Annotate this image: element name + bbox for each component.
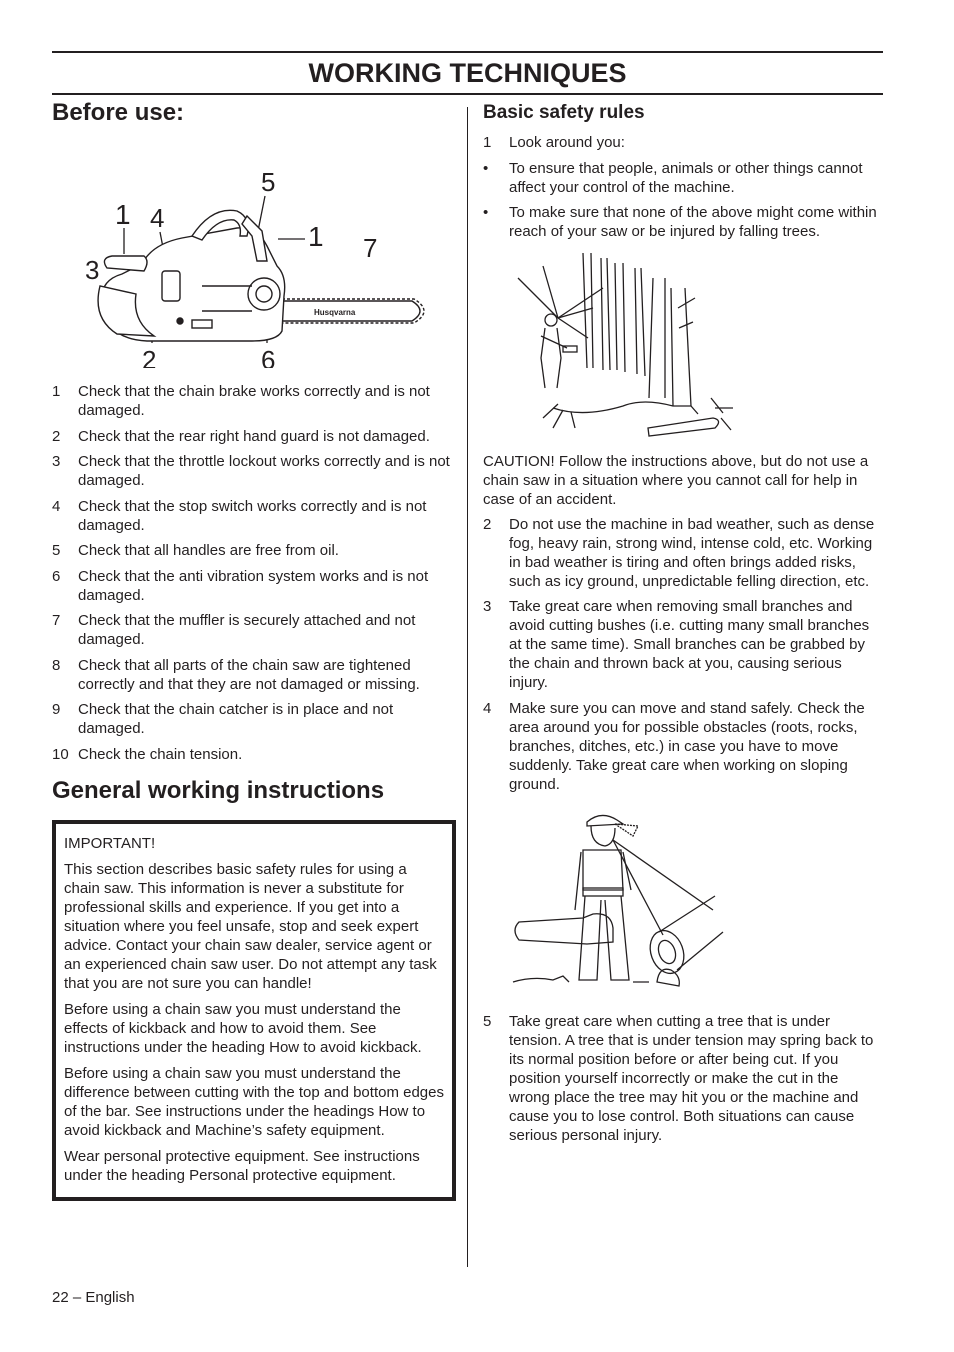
list-item: 5 Take great care when cutting a tree that is under tension. A tree that is under tension may spring back to its normal position before or after being cut. If you position yourself incorrectly or make the cut in the wrong place the tree may hit you or the machine and cause you to lose control. Both situations can cause serious personal injury. xyxy=(483,1013,874,1144)
important-paragraph: This section describes basic safety rules for using a chain saw. This information is never a substitute for professional skills and experience. If you get into a situation where you feel unsafe, stop and seek expert advice. Contact your chain saw dealer, service agent or an experienced chain saw user. Do not attempt any task that you are not sure you can handle! xyxy=(64,860,437,992)
important-label: IMPORTANT! xyxy=(64,834,156,852)
column-divider xyxy=(467,107,468,1267)
bullet-item: • To make sure that none of the above might come within reach of your saw or be injured by falling trees. xyxy=(483,204,877,240)
list-item: 2 Do not use the machine in bad weather, such as dense fog, heavy rain, strong wind, intense cold, etc. Working in bad weather is tiring and often brings added risks, such as icy ground, unpredictable felling direction, etc. xyxy=(483,515,875,590)
important-paragraph: Before using a chain saw you must understand the difference between cutting with the top and bottom edges of the bar. See instructions under the headings How to avoid kickback and Machine’s safety equipment. xyxy=(64,1064,444,1139)
important-paragraph: Wear personal protective equipment. See instructions under the heading Personal protective equipment. xyxy=(64,1147,420,1184)
list-item: 1 Look around you: xyxy=(483,134,625,151)
worker-illustration xyxy=(483,800,883,1000)
list-item: 1 Check that the chain brake works correctly and is not damaged. xyxy=(52,383,430,419)
callout-3: 3 xyxy=(85,255,100,285)
important-paragraph: Before using a chain saw you must understand the effects of kickback and how to avoid them. See instructions under the heading How to avoid kickback. xyxy=(64,1000,422,1056)
callout-1-right: 1 xyxy=(308,221,324,252)
list-item: 5 Check that all handles are free from oil. xyxy=(52,542,339,559)
general-heading: General working instructions xyxy=(52,776,385,804)
caution-text: CAUTION! Follow the instructions above, but do not use a chain saw in a situation where you cannot call for help in case of an accident. xyxy=(483,452,869,508)
callout-5: 5 xyxy=(261,167,276,197)
list-item: 7 Check that the muffler is securely attached and not damaged. xyxy=(52,612,416,648)
before-use-heading: Before use: xyxy=(52,99,185,126)
list-item: 10 Check the chain tension. xyxy=(52,745,243,763)
safety-list-middle xyxy=(483,515,883,794)
chainsaw-diagram xyxy=(52,136,452,368)
header-top-rule xyxy=(52,51,883,53)
chainsaw-illustration xyxy=(98,210,424,341)
list-item: 3 Check that the throttle lockout works correctly and is not damaged. xyxy=(52,453,450,489)
safety-list-top xyxy=(483,133,883,241)
list-item: 3 Take great care when removing small branches and avoid cutting bushes (i.e. cutting many small branches at the same time). Small branches can be grabbed by the chain and thrown back at you, causing serious injury. xyxy=(483,598,870,691)
list-item: 4 Check that the stop switch works correctly and is not damaged. xyxy=(52,497,427,534)
list-item: 9 Check that the chain catcher is in place and not damaged. xyxy=(52,701,394,737)
callout-7: 7 xyxy=(363,233,378,263)
safety-list-bottom xyxy=(483,1012,883,1145)
left-column xyxy=(52,98,452,1201)
forest-scene-illustration xyxy=(483,248,883,444)
basic-safety-heading: Basic safety rules xyxy=(483,102,645,123)
list-item: 8 Check that all parts of the chain saw are tightened correctly and that they are not damaged or missing. xyxy=(52,656,420,693)
page-footer: 22 – English xyxy=(52,1289,135,1306)
important-box xyxy=(52,820,456,1201)
bullet-item: • To ensure that people, animals or other things cannot affect your control of the machine. xyxy=(483,159,863,196)
list-item: 2 Check that the rear right hand guard is not damaged. xyxy=(52,427,430,445)
right-column xyxy=(483,100,883,1152)
list-item: 4 Make sure you can move and stand safely. Check the area around you for possible obstacles (roots, rocks, branches, ditches, etc.) in case you have to move suddenly. Take great care when working on sloping ground. xyxy=(483,699,865,793)
svg-text:Husqvarna: Husqvarna xyxy=(314,308,356,317)
page-title: WORKING TECHNIQUES xyxy=(308,58,627,88)
callout-1-top: 1 xyxy=(115,199,131,230)
callout-2: 2 xyxy=(142,345,157,368)
callout-4: 4 xyxy=(150,203,165,233)
list-item: 6 Check that the anti vibration system works and is not damaged. xyxy=(52,567,429,604)
callout-6: 6 xyxy=(261,345,276,368)
before-use-list xyxy=(52,382,452,764)
header-bottom-rule xyxy=(52,93,883,95)
